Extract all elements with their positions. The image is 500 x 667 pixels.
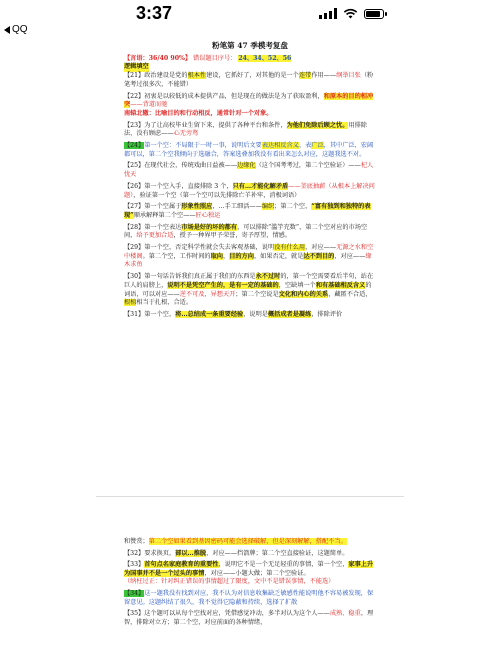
status-time: 3:37 xyxy=(136,3,173,23)
score-line xyxy=(124,55,376,64)
item-32: 【32】要求换页，部以…推脱，对应——挡箭牌；第二个空直接验证，这题简单。 xyxy=(124,549,349,557)
system-icons xyxy=(319,8,384,19)
item-33: 【33】首句点名家庭教育的重要性，说明它不是一个无足轻重的事情，第一个空，家事上升为国事并不是一个过头的事情，对应——小题大做；第二个空验证。 xyxy=(124,561,374,577)
wrong-label: 错误题目序号： xyxy=(193,54,237,62)
note-33: （纳枉过正：针对纠正错误的事情超过了限度，文中不是错误事情，不能选） xyxy=(124,578,335,586)
battery-icon xyxy=(364,9,384,19)
section-heading: 逻辑填空 xyxy=(124,63,149,71)
document-page-1 xyxy=(124,42,376,320)
item-31: 【31】第一个空，将…总结成一条重要经验，说明是概括成者是凝练，排除评价 xyxy=(124,310,343,318)
cellular-signal-icon xyxy=(319,8,337,19)
item-27: 【27】第一个空属于形象性照应，…手工细活——编织；第二个空，“富有独到和独特的表现”顺承解释第二个空——匠心独运 xyxy=(124,203,371,219)
note-22: 南辕北辙：比喻目的和行动相反，通常针对一个对象。 xyxy=(124,109,273,117)
item-34: 【34】这一题我没有找到对应，我不认为对信息收集缺乏敏感性能说明他不容易被发现，保留意见。这题纠结了很久，我不觉得它隐蔽和持续，选择了扩散 xyxy=(124,589,374,606)
back-button[interactable] xyxy=(4,24,28,35)
item-30: 【30】第一句话告诉我们真正属于我们的东西是永不过时的，第一个空需要看后半句，站在巨人的肩膀上，说明不是凭空产生的，是有一定的基础的，空缺填一个和有基础相反含义的词语，可以对应——逆不可及，异想天开；第二个空说是文化和内心的关系，藏匿不合适，根植相当于扎根，合适。 xyxy=(124,273,374,307)
item-26: 【26】第一个空入手，直接排除 3 个，只有…才能化解矛盾——釜底抽薪（从根本上解决问题），验证第一个空（第一个空可以先排除亡羊补牢，消极词语） xyxy=(124,182,375,199)
item-28: 【28】第一个空表达市场是好的坏的都有，可以排除“滥竽充数”，第二个空对应的市场空间，给予更加合适，授予一种界甲予荣誉，寄予厚望，情感。 xyxy=(124,223,368,240)
item-21: 【21】政治建设是党的根本性建设，它抓好了，对其他的是一个连带作用——纲举目张（粉笔考过很多次，不能错） xyxy=(124,72,374,88)
document-page-2 xyxy=(124,538,376,627)
wifi-icon xyxy=(343,8,358,19)
wrong-ids: 24、34、52、56 xyxy=(238,54,292,62)
item-22: 【22】初衷是以较低的成本提供产品，但是现在的做法是为了获取盈利，和原本的目的相冲突——背道而驰 xyxy=(124,92,374,109)
doc-title: 粉笔第 47 季模考复盘 xyxy=(212,41,288,50)
item-24: 【24】第一个空：不局限于一时一事，说明后文要表达相反含义，表广泛，其中广泛，宏阔都可以，第二个空我倾向于选融合，答案选叠加我没有看出来怎么对应，这题我选不对。 xyxy=(124,142,374,158)
item-31-cont: 和赞赏；第二个空如果看到基因密码可能会选择破解，但是深刻解解，搭配不当。 xyxy=(124,538,347,545)
item-23: 【23】为了让高校毕业生留下来，提供了各种平台和条件，为他们免除后顾之忧。用排除法，没有顾虑——心无旁骛 xyxy=(124,121,367,138)
item-25: 【25】在现代社会，传统戏曲日益被——边缘化（这个国考考过，第二个空验证）——杞人忧天 xyxy=(124,162,374,179)
back-label: QQ xyxy=(12,24,28,35)
item-29: 【29】第一个空，否定科学性就会失去客观基础，说明没有什么用，对应——无源之水和空中楼阁。第二个空，工作时间的取向，目的方向，如果否定，就是达不到目的，对应——缘木求鱼 xyxy=(124,244,374,269)
status-bar xyxy=(0,0,500,24)
item-35: 【35】这个题可以从每个空找对应，凭借感觉冲动，多半对认为这个人——成熟、稳重，理智，排除对立方；第二个空，对应前面的各种情绪， xyxy=(124,610,374,626)
page-divider xyxy=(96,496,404,497)
score-text: 【言语：36/40 90%】 xyxy=(124,54,192,62)
back-arrow-icon xyxy=(4,26,10,34)
